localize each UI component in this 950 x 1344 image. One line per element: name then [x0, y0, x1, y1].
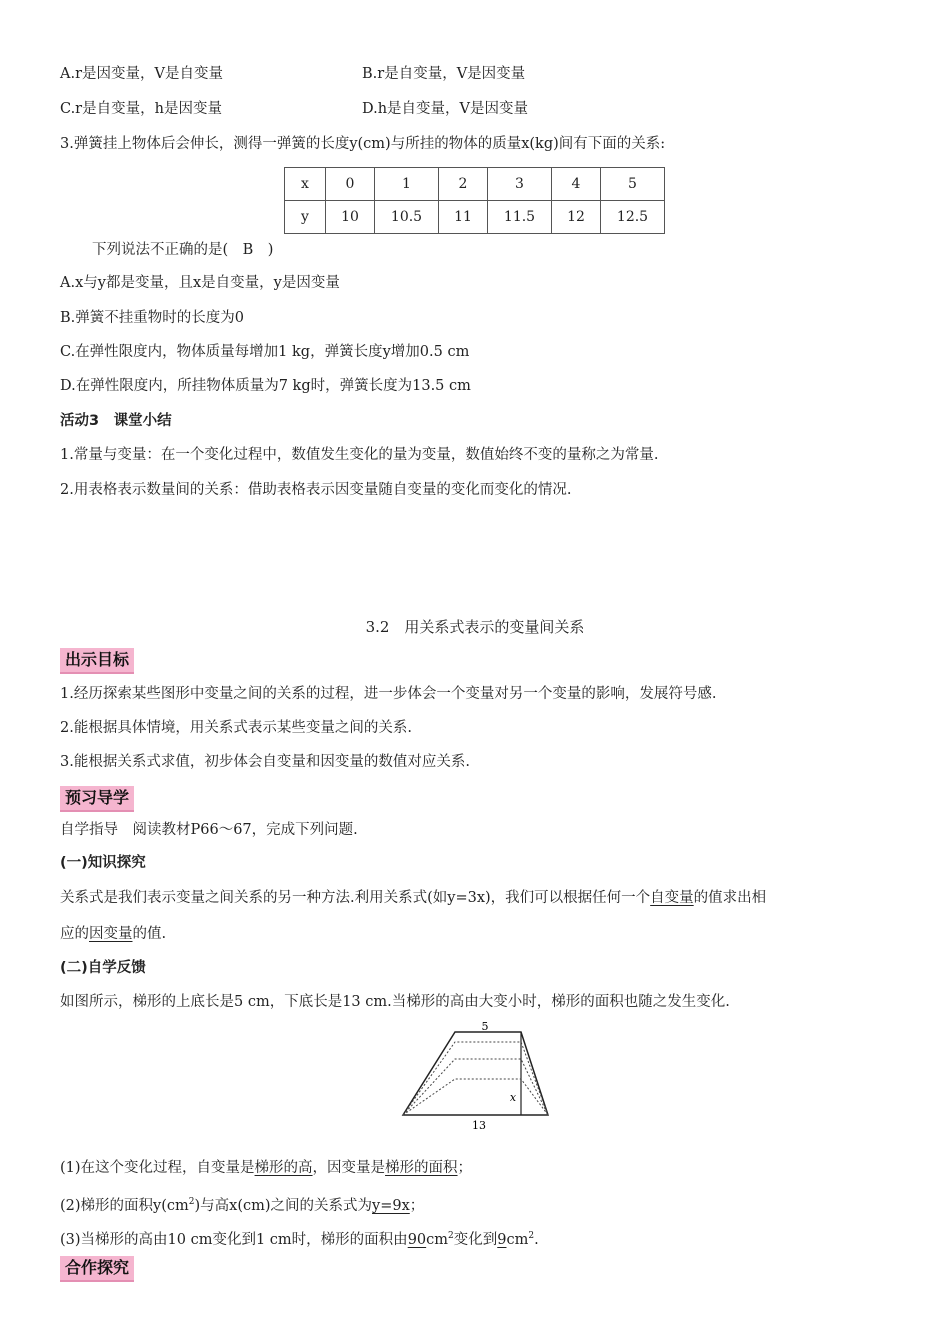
question-3-stem: 3.弹簧挂上物体后会伸长，测得一弹簧的长度y(cm)与所挂的物体的质量x(kg)间有下面的关系: [60, 136, 666, 152]
question-3-prompt: 下列说法不正确的是( B ) [92, 242, 274, 258]
text: . [534, 1231, 539, 1248]
option-c: C.r是自变量，h是因变量 [60, 101, 222, 117]
text: 应的 [60, 926, 89, 942]
table-row-y [285, 201, 665, 234]
summary-item: 2.用表格表示数量间的关系：借助表格表示因变量随自变量的变化而变化的情况. [60, 482, 572, 498]
summary-heading: 活动3 课堂小结 [60, 413, 172, 429]
text: )与高x(cm)之间的关系式为 [194, 1197, 373, 1214]
table-cell: 10.5 [375, 201, 439, 234]
q3-option-b: B.弹簧不挂重物时的长度为0 [60, 310, 244, 326]
table-cell: 12.5 [601, 201, 665, 234]
answer-blank: 因变量 [89, 926, 133, 942]
spring-data-table [284, 167, 665, 234]
part1-text [60, 888, 766, 908]
text: 的值. [132, 926, 167, 942]
section-title: 3.2 用关系式表示的变量间关系 [365, 618, 585, 636]
part2-heading: (二)自学反馈 [60, 960, 146, 976]
goal-item: 3.能根据关系式求值，初步体会自变量和因变量的数值对应关系. [60, 754, 470, 770]
text: ； [409, 1197, 425, 1214]
q3-option-c: C.在弹性限度内，物体质量每增加1 kg，弹簧长度y增加0.5 cm [60, 344, 470, 360]
text: 关系式是我们表示变量之间关系的另一种方法.利用关系式(如y=3x)，我们可以根据任何一个 [60, 890, 651, 906]
table-cell: y [285, 201, 326, 234]
part1-text-cont [60, 924, 166, 944]
q3-option-d: D.在弹性限度内，所挂物体质量为7 kg时，弹簧长度为13.5 cm [60, 378, 471, 394]
table-cell: 12 [552, 201, 601, 234]
answer-blank: 9 [497, 1231, 507, 1248]
table-cell: x [285, 168, 326, 201]
answer-blank: y=9x [372, 1197, 410, 1214]
goals-tag: 出示目标 [60, 648, 134, 674]
table-row-x [285, 168, 665, 201]
q3-option-a: A.x与y都是变量，且x是自变量，y是因变量 [60, 275, 340, 291]
feedback-q1 [60, 1158, 472, 1178]
table-cell: 3 [488, 168, 552, 201]
superscript: 2 [188, 1197, 195, 1207]
table-cell: 11.5 [488, 201, 552, 234]
feedback-q3 [60, 1226, 539, 1250]
table-cell: 11 [439, 201, 488, 234]
answer-blank: 90 [407, 1231, 427, 1248]
feedback-q2 [60, 1192, 424, 1216]
superscript: 2 [528, 1231, 535, 1241]
table-cell: 5 [601, 168, 665, 201]
preview-tag: 预习导学 [60, 786, 134, 812]
text: cm [426, 1231, 449, 1248]
answer-blank: 梯形的面积 [385, 1160, 458, 1176]
table-cell: 4 [552, 168, 601, 201]
table-cell: 0 [326, 168, 375, 201]
answer-blank: 自变量 [650, 890, 694, 906]
summary-item: 1.常量与变量：在一个变化过程中，数值发生变化的量为变量，数值始终不变的量称之为常量. [60, 447, 659, 463]
goal-item: 2.能根据具体情境，用关系式表示某些变量之间的关系. [60, 720, 412, 736]
option-d: D.h是自变量，V是因变量 [362, 101, 529, 117]
option-b: B.r是自变量，V是因变量 [362, 66, 526, 82]
cooperation-tag: 合作探究 [60, 1256, 134, 1282]
trapezoid-figure [395, 1015, 560, 1135]
table-cell: 10 [326, 201, 375, 234]
option-a: A.r是因变量，V是自变量 [60, 66, 223, 82]
goal-item: 1.经历探索某些图形中变量之间的关系的过程，进一步体会一个变量对另一个变量的影响，发展符号感. [60, 686, 717, 702]
superscript: 2 [448, 1231, 454, 1241]
bottom-base-label: 13 [472, 1119, 486, 1132]
text: 变化到 [453, 1231, 498, 1248]
self-study-guide: 自学指导 阅读教材P66～67，完成下列问题. [60, 822, 358, 838]
answer-blank: 梯形的高 [254, 1160, 313, 1176]
part1-heading: (一)知识探究 [60, 855, 146, 871]
text: (2)梯形的面积y(cm [60, 1197, 189, 1214]
text: 的值求出相 [693, 890, 767, 906]
table-cell: 1 [375, 168, 439, 201]
text: cm [506, 1231, 529, 1248]
text: (3)当梯形的高由10 cm变化到1 cm时，梯形的面积由 [60, 1231, 408, 1248]
text: ，因变量是 [312, 1160, 386, 1176]
text: (1)在这个变化过程，自变量是 [60, 1160, 255, 1176]
top-base-label: 5 [481, 1020, 489, 1033]
height-label: x [509, 1091, 517, 1104]
text: ； [457, 1160, 473, 1176]
table-cell: 2 [439, 168, 488, 201]
part2-intro: 如图所示，梯形的上底长是5 cm，下底长是13 cm.当梯形的高由大变小时，梯形的面积也随之发生变化. [60, 994, 730, 1010]
